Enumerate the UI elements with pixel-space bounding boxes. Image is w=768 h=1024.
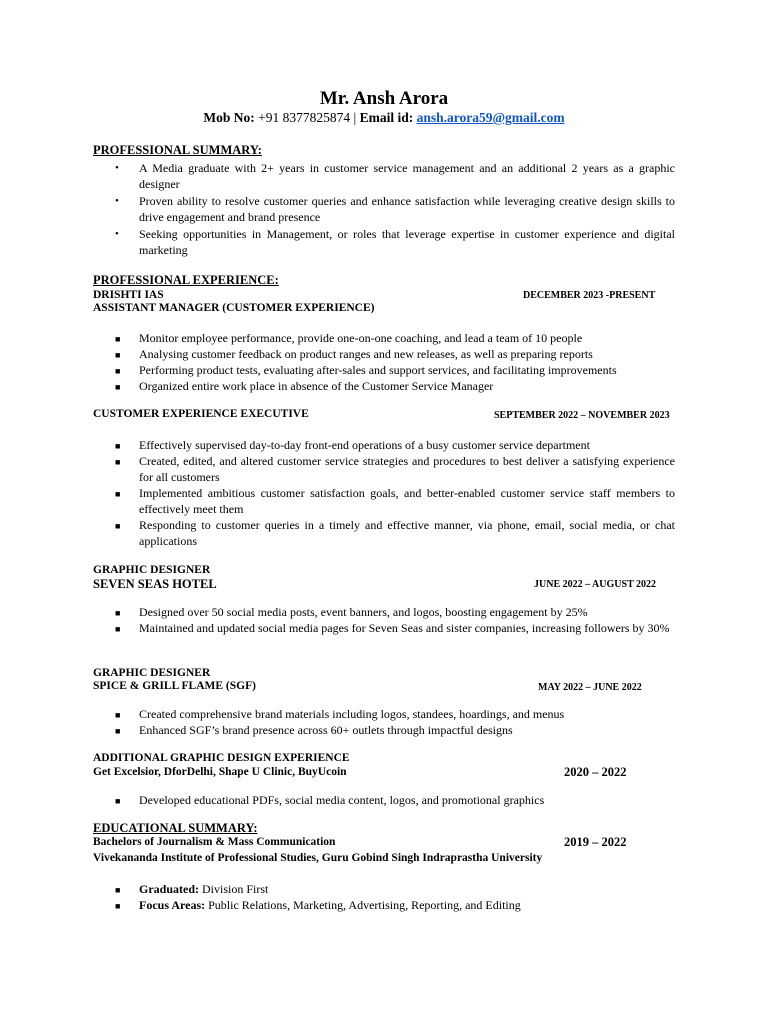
bullet-square-icon: ■	[115, 366, 121, 376]
list-item: ■ Responding to customer queries in a timely and effective manner, via phone, email, social media, or chat applications	[115, 518, 675, 548]
list-item: ■ Created comprehensive brand materials including logos, standees, hoardings, and menus	[115, 707, 565, 721]
job4-company: SPICE & GRILL FLAME (SGF)	[93, 680, 256, 692]
bullet-square-icon: ■	[115, 350, 121, 360]
bullet-square-icon: ■	[115, 726, 121, 736]
list-item: ■ Performing product tests, evaluating after-sales and support services, and facilitating improvements	[115, 363, 617, 377]
job4-dates: MAY 2022 – JUNE 2022	[538, 682, 642, 693]
candidate-name: Mr. Ansh Arora	[319, 88, 449, 109]
degree: Bachelors of Journalism & Mass Communication	[93, 836, 336, 848]
summary-list	[115, 160, 675, 259]
bullet-square-icon: ■	[115, 334, 121, 344]
job2-dates: SEPTEMBER 2022 – NOVEMBER 2023	[494, 410, 670, 421]
list-item: ■ Created, edited, and altered customer service strategies and procedures to best deliver a satisfying experience for all customers	[115, 454, 675, 484]
list-item: ■ Graduated: Division First	[115, 882, 269, 896]
job5-dates: 2020 – 2022	[564, 765, 627, 779]
job4-title: GRAPHIC DESIGNER	[93, 667, 211, 679]
list-item: ■ Monitor employee performance, provide one-on-one coaching, and lead a team of 10 people	[115, 331, 583, 345]
job4-list	[115, 706, 675, 738]
list-item: • Proven ability to resolve customer queries and enhance satisfaction while leveraging creative design skills to drive engagement and brand presence	[115, 194, 675, 224]
job3-list	[115, 604, 675, 636]
list-item: ■ Designed over 50 social media posts, event banners, and logos, boosting engagement by 25%	[115, 605, 588, 619]
email-label: Email id:	[359, 110, 414, 125]
list-item: ■ Analysing customer feedback on product ranges and new releases, as well as preparing reports	[115, 347, 593, 361]
bullet-square-icon: ■	[115, 885, 121, 895]
job3-dates: JUNE 2022 – AUGUST 2022	[534, 579, 657, 590]
bullet-square-icon: ■	[115, 608, 121, 618]
institution: Vivekananda Institute of Professional Studies, Guru Gobind Singh Indraprastha University	[93, 852, 543, 864]
bullet-square-icon: ■	[115, 521, 121, 531]
bullet-dot-icon: •	[115, 228, 119, 240]
mobile-number: +91 8377825874	[258, 110, 351, 125]
job5-list	[115, 792, 675, 808]
contact-line	[0, 110, 768, 126]
bullet-square-icon: ■	[115, 382, 121, 392]
list-item: • Seeking opportunities in Management, or roles that leverage expertise in customer experience and digital marketing	[115, 227, 675, 257]
bullet-square-icon: ■	[115, 457, 121, 467]
job1-title: ASSISTANT MANAGER (CUSTOMER EXPERIENCE)	[93, 302, 375, 314]
job5-company: Get Excelsior, DforDelhi, Shape U Clinic, BuyUcoin	[93, 766, 347, 778]
contact-separator: |	[353, 110, 357, 125]
list-item: ■ Organized entire work place in absence of the Customer Service Manager	[115, 379, 494, 393]
list-item: ■ Focus Areas: Public Relations, Marketing, Advertising, Reporting, and Editing	[115, 898, 521, 912]
bullet-dot-icon: •	[115, 195, 119, 207]
list-item: • A Media graduate with 2+ years in customer service management and an additional 2 years as a graphic designer	[115, 161, 675, 191]
bullet-square-icon: ■	[115, 441, 121, 451]
email-link[interactable]: ansh.arora59@gmail.com	[416, 110, 565, 125]
bullet-square-icon: ■	[115, 901, 121, 911]
education-list	[115, 881, 675, 913]
summary-heading: PROFESSIONAL SUMMARY:	[93, 143, 262, 157]
list-item: ■ Maintained and updated social media pages for Seven Seas and sister companies, increasing followers by 30%	[115, 621, 670, 635]
bullet-square-icon: ■	[115, 624, 121, 634]
job3-company: SEVEN SEAS HOTEL	[93, 577, 217, 591]
job1-company: DRISHTI IAS	[93, 289, 164, 301]
job1-dates: DECEMBER 2023 -PRESENT	[523, 290, 656, 301]
bullet-square-icon: ■	[115, 796, 121, 806]
list-item: ■ Developed educational PDFs, social media content, logos, and promotional graphics	[115, 793, 545, 807]
job2-title: CUSTOMER EXPERIENCE EXECUTIVE	[93, 408, 309, 420]
list-item: ■ Implemented ambitious customer satisfaction goals, and better-enabled customer service staff members to effectively meet them	[115, 486, 675, 516]
bullet-square-icon: ■	[115, 710, 121, 720]
bullet-dot-icon: •	[115, 162, 119, 174]
list-item: ■ Effectively supervised day-to-day front-end operations of a busy customer service department	[115, 438, 590, 452]
education-dates: 2019 – 2022	[564, 835, 627, 849]
job2-list	[115, 437, 675, 549]
education-heading: EDUCATIONAL SUMMARY:	[93, 821, 258, 835]
job5-title: ADDITIONAL GRAPHIC DESIGN EXPERIENCE	[93, 752, 350, 764]
bullet-square-icon: ■	[115, 489, 121, 499]
list-item: ■ Enhanced SGF’s brand presence across 60+ outlets through impactful designs	[115, 723, 513, 737]
mobile-label: Mob No:	[203, 110, 255, 125]
job1-list	[115, 330, 675, 394]
job3-title: GRAPHIC DESIGNER	[93, 564, 211, 576]
experience-heading: PROFESSIONAL EXPERIENCE:	[93, 273, 279, 287]
